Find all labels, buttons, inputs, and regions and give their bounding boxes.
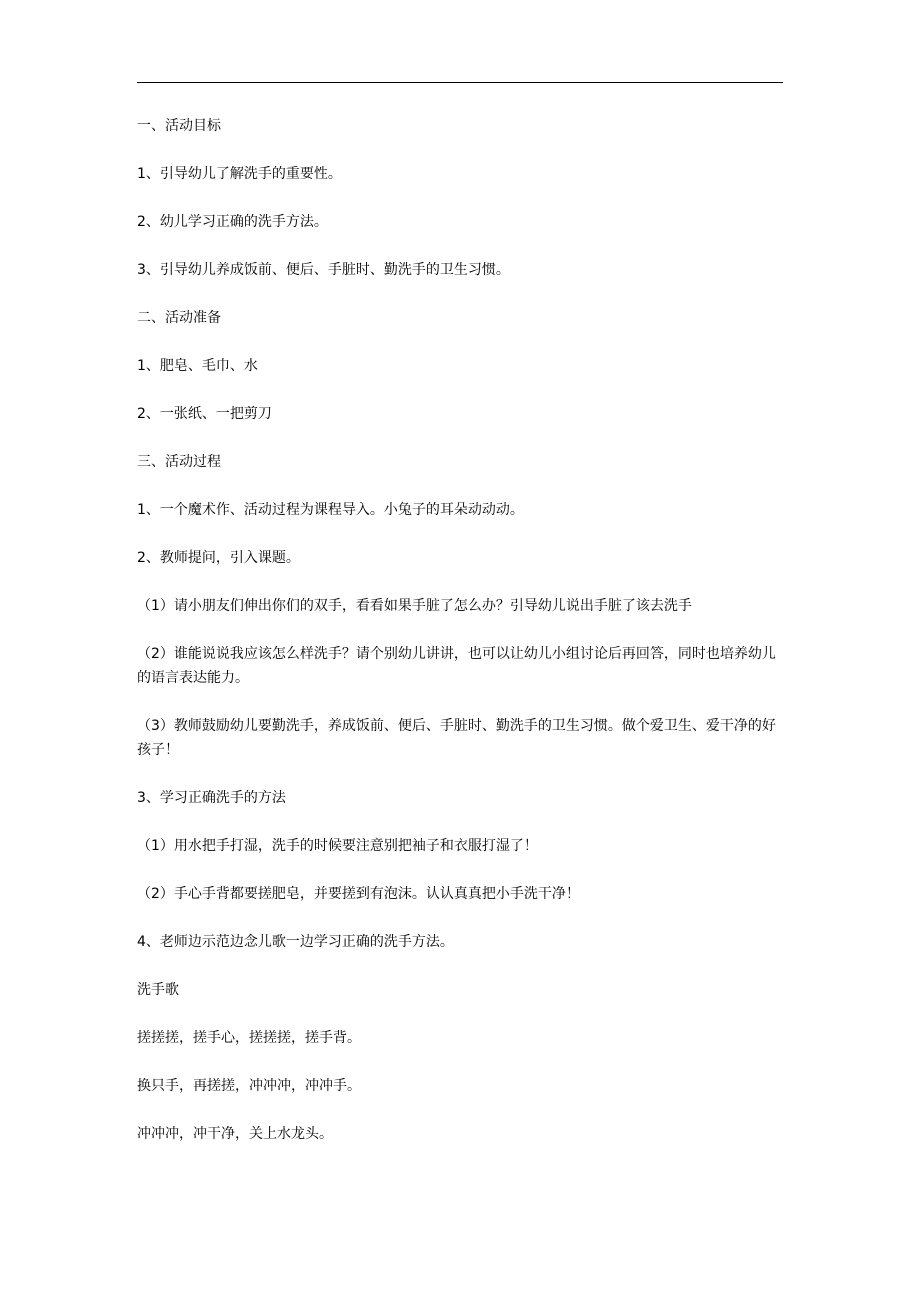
process-item-1: 1、一个魔术作、活动过程为课程导入。小兔子的耳朵动动动。: [137, 502, 524, 518]
process-item-2: 2、教师提问，引入课题。: [137, 550, 300, 566]
song-line-3: 冲冲冲，冲干净，关上水龙头。: [137, 1126, 333, 1142]
process-item-4: 4、老师边示范边念儿歌一边学习正确的洗手方法。: [137, 934, 454, 950]
process-subitem-2-1: （1）请小朋友们伸出你们的双手，看看如果手脏了怎么办？引导幼儿说出手脏了该去洗手: [137, 598, 692, 614]
header-rule: [137, 82, 783, 83]
preparation-item-2: 2、一张纸、一把剪刀: [137, 406, 272, 422]
song-line-1: 搓搓搓，搓手心，搓搓搓，搓手背。: [137, 1030, 361, 1046]
process-item-3: 3、学习正确洗手的方法: [137, 790, 286, 806]
section-heading-process: 三、活动过程: [137, 454, 221, 470]
goal-item-2: 2、幼儿学习正确的洗手方法。: [137, 214, 328, 230]
process-subitem-2-3: （3）教师鼓励幼儿要勤洗手，养成饭前、便后、手脏时、勤洗手的卫生习惯。做个爱卫生、爱干净的好孩子！: [137, 718, 776, 758]
song-line-2: 换只手，再搓搓，冲冲冲，冲冲手。: [137, 1078, 361, 1094]
document-body: [137, 114, 783, 1170]
section-heading-preparation: 二、活动准备: [137, 310, 221, 326]
process-subitem-3-1: （1）用水把手打湿，洗手的时候要注意别把袖子和衣服打湿了！: [137, 838, 538, 854]
process-subitem-3-2: （2）手心手背都要搓肥皂，并要搓到有泡沫。认认真真把小手洗干净！: [137, 886, 580, 902]
section-heading-goals: 一、活动目标: [137, 118, 221, 134]
preparation-item-1: 1、肥皂、毛巾、水: [137, 358, 258, 374]
song-title: 洗手歌: [137, 982, 179, 998]
goal-item-3: 3、引导幼儿养成饭前、便后、手脏时、勤洗手的卫生习惯。: [137, 262, 510, 278]
goal-item-1: 1、引导幼儿了解洗手的重要性。: [137, 166, 342, 182]
process-subitem-2-2: （2）谁能说说我应该怎么样洗手？请个别幼儿讲讲，也可以让幼儿小组讨论后再回答，同时也培养幼儿的语言表达能力。: [137, 646, 776, 686]
